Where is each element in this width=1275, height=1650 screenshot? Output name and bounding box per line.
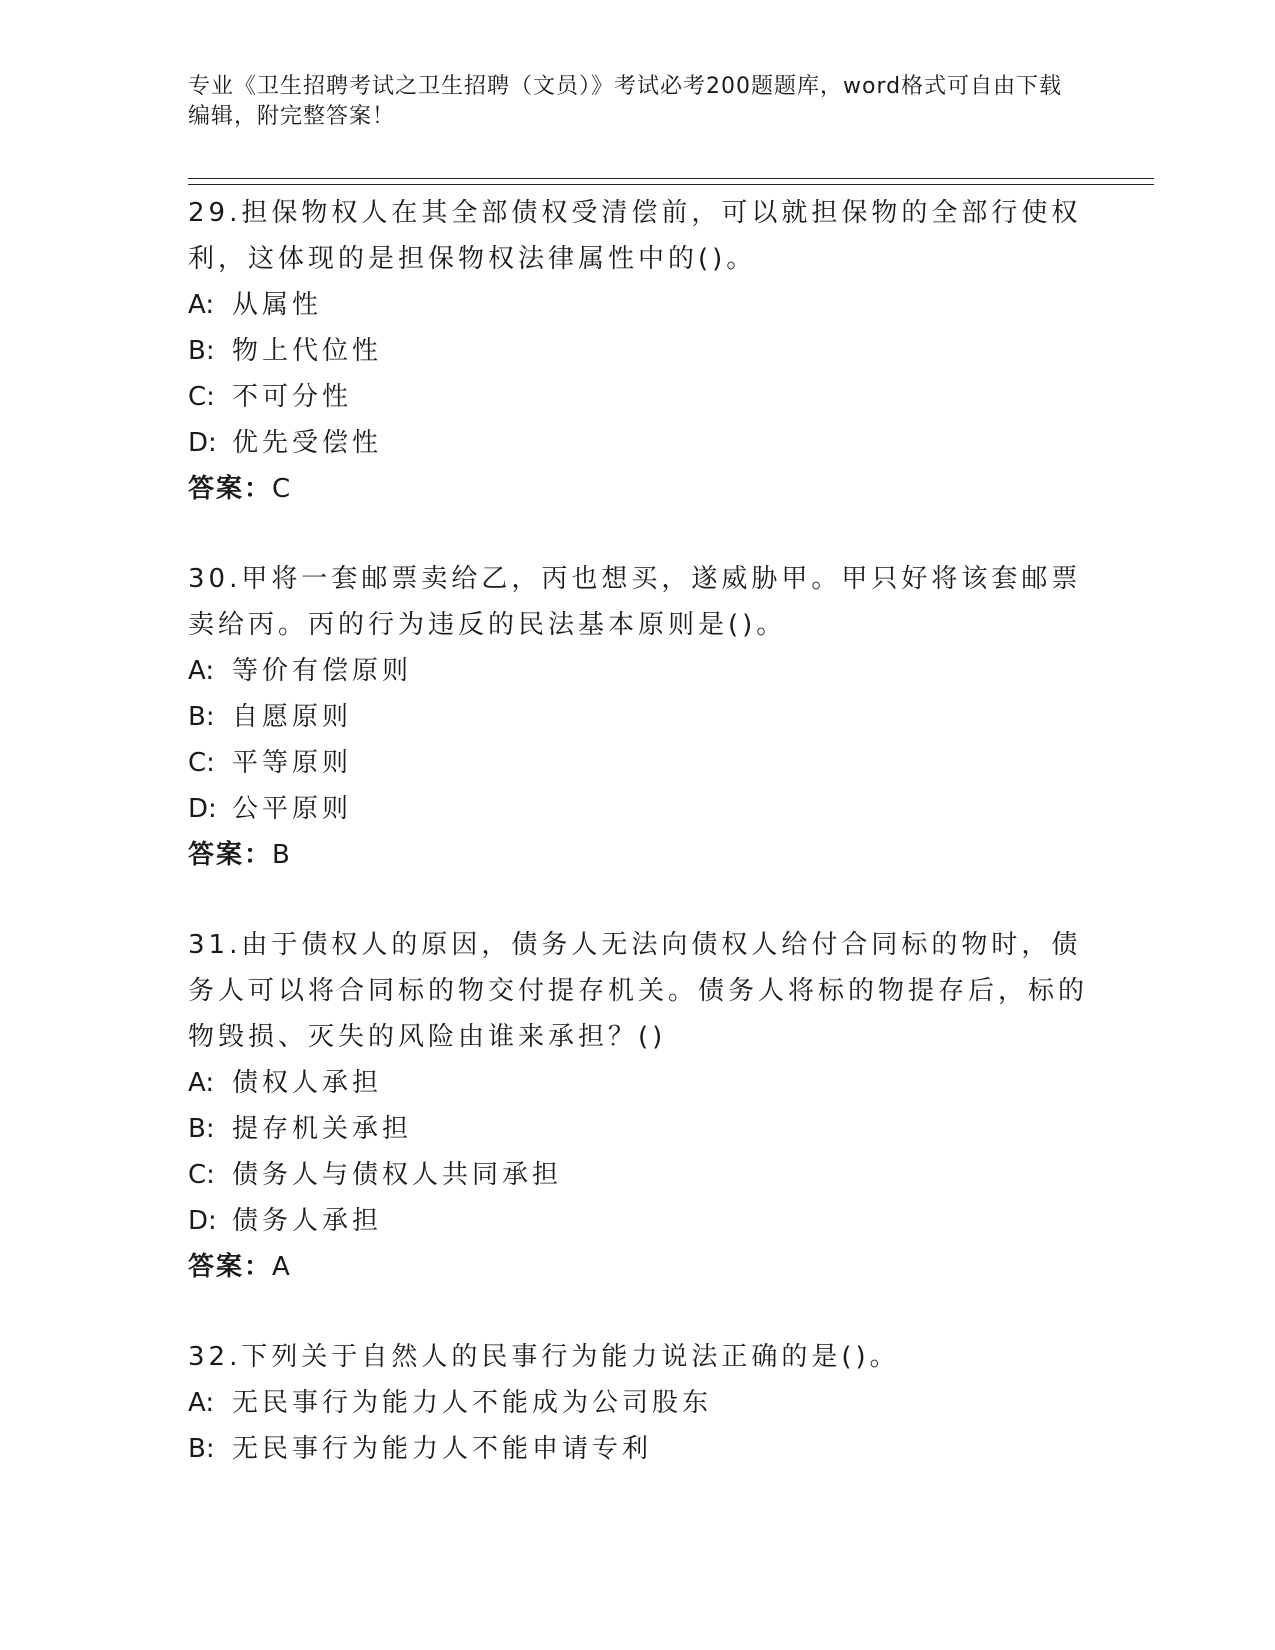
question-30: [188, 556, 1088, 878]
option-text: 债权人承担: [232, 1068, 383, 1098]
question-stem: 31.由于债权人的原因，债务人无法向债权人给付合同标的物时，债务人可以将合同标的物交付提存机关。债务人将标的物提存后，标的物毁损、灭失的风险由谁来承担？(): [188, 930, 1089, 1052]
answer-label: 答案：: [188, 1252, 273, 1282]
header-divider-bottom: [188, 184, 1154, 185]
option-text: 等价有偿原则: [232, 656, 413, 686]
option-a: [188, 1060, 1088, 1106]
option-key: A:: [188, 656, 215, 686]
option-key: A:: [188, 290, 215, 320]
option-text: 平等原则: [232, 748, 353, 778]
option-a: [188, 648, 1088, 694]
question-stem: 30.甲将一套邮票卖给乙，丙也想买，遂威胁甲。甲只好将该套邮票卖给丙。丙的行为违反的民法基本原则是()。: [188, 564, 1082, 640]
option-key: D:: [188, 794, 217, 824]
answer-value: C: [272, 474, 292, 504]
answer-label: 答案：: [188, 840, 273, 870]
answer-value: A: [272, 1252, 291, 1282]
option-text: 提存机关承担: [232, 1114, 413, 1144]
header-divider-top: [188, 178, 1154, 179]
option-key: D:: [188, 428, 217, 458]
option-c: [188, 740, 1088, 786]
option-text: 无民事行为能力人不能申请专利: [232, 1434, 653, 1464]
option-key: B:: [188, 702, 215, 732]
answer-value: B: [272, 840, 291, 870]
option-text: 自愿原则: [232, 702, 353, 732]
option-text: 无民事行为能力人不能成为公司股东: [232, 1388, 713, 1418]
question-stem: 32.下列关于自然人的民事行为能力说法正确的是()。: [188, 1342, 900, 1372]
option-a: [188, 1380, 1088, 1426]
option-b: [188, 1426, 1088, 1472]
document-header: 专业《卫生招聘考试之卫生招聘（文员）》考试必考200题题库，word格式可自由下载编辑，附完整答案！: [188, 74, 1063, 129]
option-text: 物上代位性: [232, 336, 383, 366]
option-text: 公平原则: [232, 794, 353, 824]
question-32: [188, 1334, 1088, 1472]
option-b: [188, 1106, 1088, 1152]
answer-line: [188, 1244, 1088, 1290]
answer-line: [188, 832, 1088, 878]
answer-line: [188, 466, 1088, 512]
option-key: A:: [188, 1068, 215, 1098]
option-key: B:: [188, 336, 215, 366]
option-key: C:: [188, 748, 215, 778]
option-key: B:: [188, 1114, 215, 1144]
question-31: [188, 922, 1088, 1290]
option-key: D:: [188, 1206, 217, 1236]
option-b: [188, 328, 1088, 374]
option-key: A:: [188, 1388, 215, 1418]
question-stem: 29.担保物权人在其全部债权受清偿前，可以就担保物的全部行使权利，这体现的是担保物权法律属性中的()。: [188, 198, 1082, 274]
option-text: 债务人与债权人共同承担: [232, 1160, 563, 1190]
option-c: [188, 1152, 1088, 1198]
option-text: 不可分性: [232, 382, 353, 412]
option-d: [188, 1198, 1088, 1244]
option-d: [188, 786, 1088, 832]
option-key: B:: [188, 1434, 215, 1464]
option-d: [188, 420, 1088, 466]
option-key: C:: [188, 1160, 215, 1190]
option-a: [188, 282, 1088, 328]
question-list: [188, 190, 1088, 1516]
option-key: C:: [188, 382, 215, 412]
option-text: 从属性: [232, 290, 323, 320]
option-text: 债务人承担: [232, 1206, 383, 1236]
answer-label: 答案：: [188, 474, 273, 504]
option-b: [188, 694, 1088, 740]
option-c: [188, 374, 1088, 420]
question-29: [188, 190, 1088, 512]
option-text: 优先受偿性: [232, 428, 383, 458]
